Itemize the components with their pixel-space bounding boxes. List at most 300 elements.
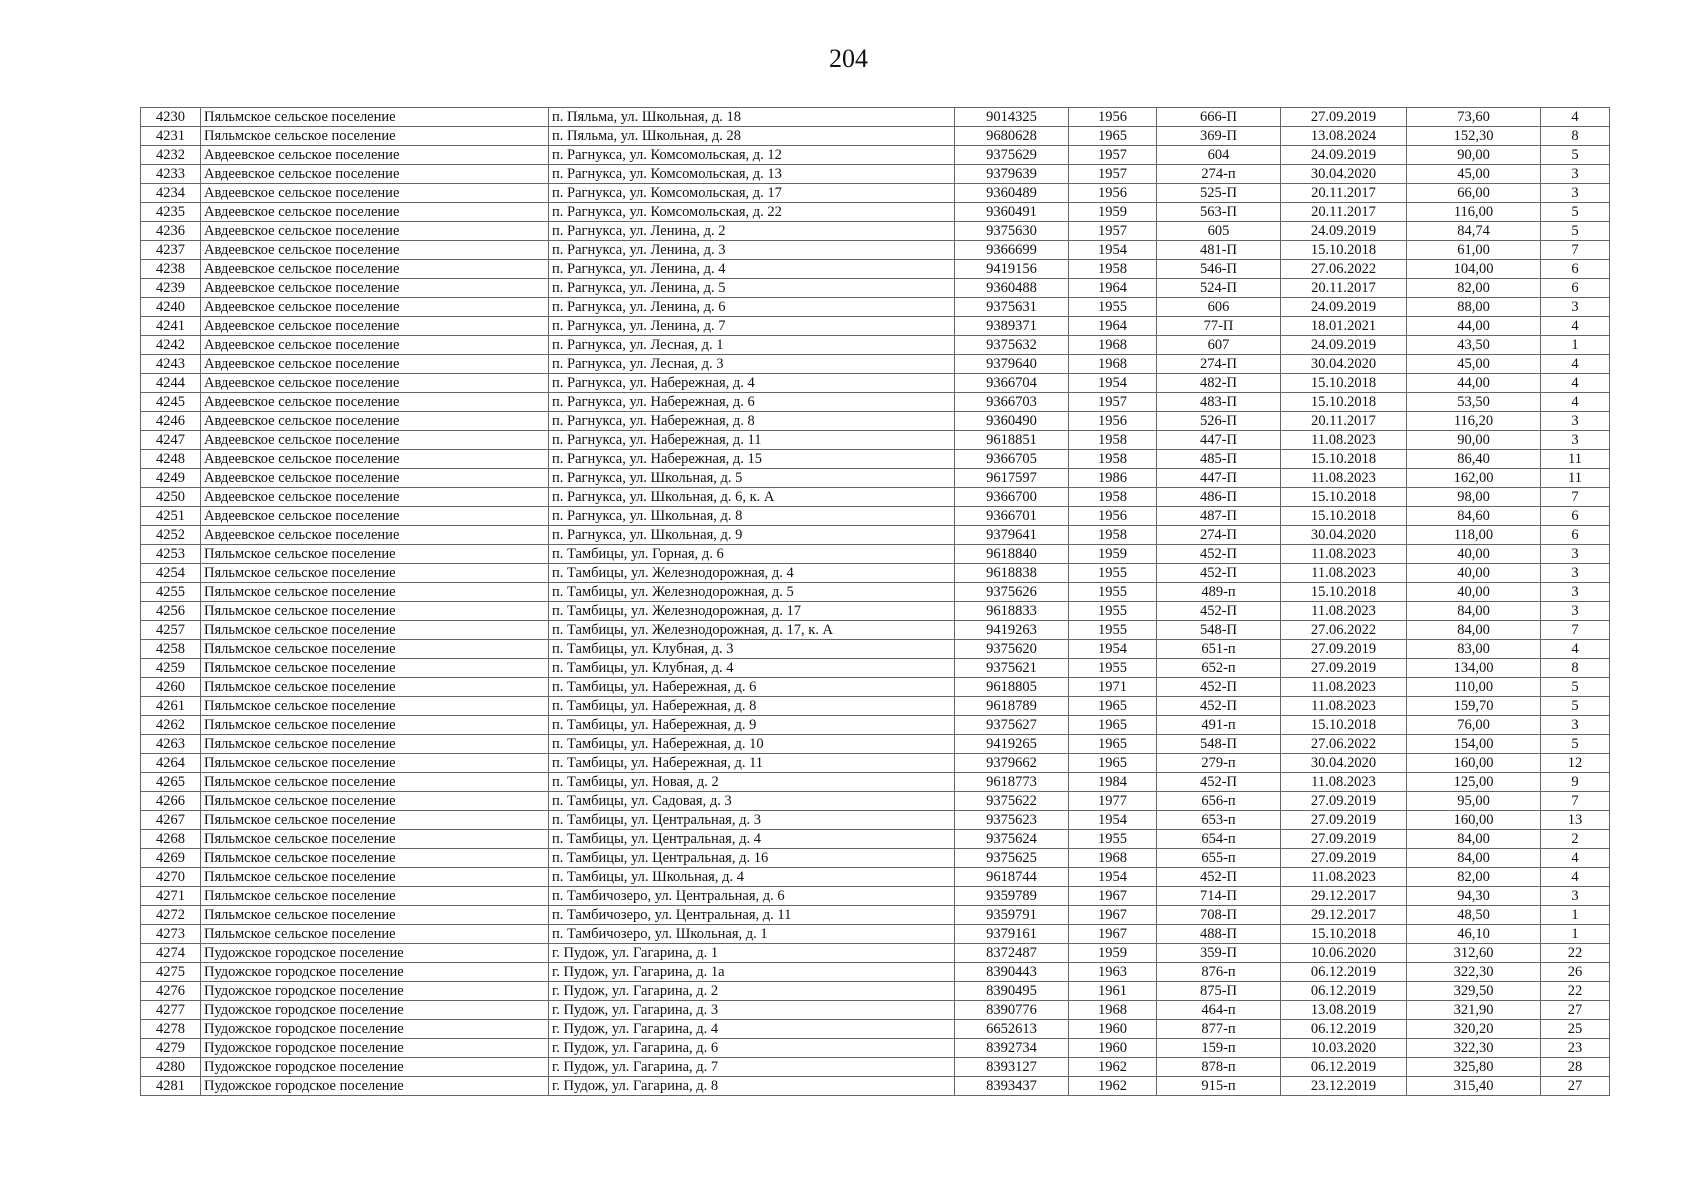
cadastral-id-cell: 9359789 [955,887,1069,906]
build-year-cell: 1960 [1069,1039,1157,1058]
settlement-name-cell: Пудожское городское поселение [201,1039,549,1058]
decree-date-cell: 30.04.2020 [1281,165,1407,184]
build-year-cell: 1956 [1069,108,1157,127]
table-row [141,811,1610,830]
decree-number-cell: 489-п [1157,583,1281,602]
record-number-cell: 4235 [141,203,201,222]
area-cell: 46,10 [1407,925,1541,944]
address-cell: п. Тамбицы, ул. Набережная, д. 10 [549,735,955,754]
build-year-cell: 1958 [1069,488,1157,507]
residents-count-cell: 22 [1541,982,1610,1001]
decree-date-cell: 30.04.2020 [1281,526,1407,545]
table-row [141,735,1610,754]
residents-count-cell: 3 [1541,602,1610,621]
residents-count-cell: 4 [1541,868,1610,887]
area-cell: 73,60 [1407,108,1541,127]
build-year-cell: 1956 [1069,507,1157,526]
cadastral-id-cell: 6652613 [955,1020,1069,1039]
area-cell: 312,60 [1407,944,1541,963]
decree-number-cell: 605 [1157,222,1281,241]
table-row [141,925,1610,944]
address-cell: п. Рагнукса, ул. Комсомольская, д. 12 [549,146,955,165]
cadastral-id-cell: 9375626 [955,583,1069,602]
cadastral-id-cell: 9366700 [955,488,1069,507]
settlement-name-cell: Пяльмское сельское поселение [201,583,549,602]
cadastral-id-cell: 9360488 [955,279,1069,298]
area-cell: 40,00 [1407,583,1541,602]
decree-date-cell: 15.10.2018 [1281,716,1407,735]
address-cell: г. Пудож, ул. Гагарина, д. 7 [549,1058,955,1077]
record-number-cell: 4238 [141,260,201,279]
decree-number-cell: 274-п [1157,165,1281,184]
residents-count-cell: 9 [1541,773,1610,792]
decree-number-cell: 483-П [1157,393,1281,412]
table-row [141,678,1610,697]
area-cell: 82,00 [1407,868,1541,887]
build-year-cell: 1965 [1069,754,1157,773]
settlement-name-cell: Пяльмское сельское поселение [201,564,549,583]
table-row [141,944,1610,963]
cadastral-id-cell: 9366705 [955,450,1069,469]
residents-count-cell: 11 [1541,450,1610,469]
decree-number-cell: 369-П [1157,127,1281,146]
build-year-cell: 1954 [1069,241,1157,260]
residents-count-cell: 6 [1541,507,1610,526]
area-cell: 44,00 [1407,317,1541,336]
area-cell: 95,00 [1407,792,1541,811]
settlement-name-cell: Авдеевское сельское поселение [201,450,549,469]
table-row [141,127,1610,146]
cadastral-id-cell: 9618789 [955,697,1069,716]
settlement-name-cell: Авдеевское сельское поселение [201,165,549,184]
cadastral-id-cell: 8393127 [955,1058,1069,1077]
residents-count-cell: 27 [1541,1001,1610,1020]
table-row [141,830,1610,849]
decree-date-cell: 27.06.2022 [1281,260,1407,279]
record-number-cell: 4270 [141,868,201,887]
record-number-cell: 4233 [141,165,201,184]
decree-number-cell: 447-П [1157,469,1281,488]
build-year-cell: 1955 [1069,583,1157,602]
record-number-cell: 4278 [141,1020,201,1039]
table-row [141,887,1610,906]
address-cell: п. Тамбицы, ул. Железнодорожная, д. 4 [549,564,955,583]
area-cell: 160,00 [1407,754,1541,773]
decree-date-cell: 06.12.2019 [1281,982,1407,1001]
build-year-cell: 1967 [1069,925,1157,944]
build-year-cell: 1954 [1069,868,1157,887]
address-cell: г. Пудож, ул. Гагарина, д. 8 [549,1077,955,1096]
table-row [141,1001,1610,1020]
settlement-name-cell: Пяльмское сельское поселение [201,108,549,127]
record-number-cell: 4240 [141,298,201,317]
table-row [141,773,1610,792]
cadastral-id-cell: 8393437 [955,1077,1069,1096]
record-number-cell: 4281 [141,1077,201,1096]
area-cell: 90,00 [1407,146,1541,165]
residents-count-cell: 7 [1541,792,1610,811]
decree-date-cell: 23.12.2019 [1281,1077,1407,1096]
table-row [141,621,1610,640]
area-cell: 125,00 [1407,773,1541,792]
cadastral-id-cell: 9618805 [955,678,1069,697]
table-row [141,526,1610,545]
residents-count-cell: 23 [1541,1039,1610,1058]
residents-count-cell: 6 [1541,260,1610,279]
decree-date-cell: 15.10.2018 [1281,393,1407,412]
settlement-name-cell: Пяльмское сельское поселение [201,792,549,811]
decree-date-cell: 27.06.2022 [1281,735,1407,754]
residents-count-cell: 1 [1541,925,1610,944]
address-cell: п. Рагнукса, ул. Школьная, д. 5 [549,469,955,488]
settlement-name-cell: Пудожское городское поселение [201,1058,549,1077]
table-row [141,165,1610,184]
record-number-cell: 4258 [141,640,201,659]
build-year-cell: 1986 [1069,469,1157,488]
address-cell: п. Пяльма, ул. Школьная, д. 18 [549,108,955,127]
cadastral-id-cell: 9375620 [955,640,1069,659]
table-row [141,982,1610,1001]
cadastral-id-cell: 9014325 [955,108,1069,127]
decree-number-cell: 877-п [1157,1020,1281,1039]
settlement-name-cell: Авдеевское сельское поселение [201,317,549,336]
settlement-name-cell: Пяльмское сельское поселение [201,545,549,564]
decree-number-cell: 651-п [1157,640,1281,659]
build-year-cell: 1965 [1069,697,1157,716]
settlement-name-cell: Пяльмское сельское поселение [201,621,549,640]
settlement-name-cell: Пудожское городское поселение [201,963,549,982]
decree-number-cell: 875-П [1157,982,1281,1001]
address-cell: г. Пудож, ул. Гагарина, д. 1 [549,944,955,963]
table-row [141,108,1610,127]
area-cell: 315,40 [1407,1077,1541,1096]
decree-date-cell: 20.11.2017 [1281,279,1407,298]
address-cell: п. Тамбичозеро, ул. Центральная, д. 6 [549,887,955,906]
record-number-cell: 4261 [141,697,201,716]
area-cell: 110,00 [1407,678,1541,697]
build-year-cell: 1959 [1069,203,1157,222]
settlement-name-cell: Авдеевское сельское поселение [201,507,549,526]
decree-date-cell: 24.09.2019 [1281,222,1407,241]
record-number-cell: 4244 [141,374,201,393]
decree-date-cell: 27.09.2019 [1281,849,1407,868]
settlement-name-cell: Пяльмское сельское поселение [201,754,549,773]
residents-count-cell: 4 [1541,355,1610,374]
address-cell: г. Пудож, ул. Гагарина, д. 2 [549,982,955,1001]
decree-number-cell: 447-П [1157,431,1281,450]
decree-number-cell: 279-п [1157,754,1281,773]
cadastral-id-cell: 9366703 [955,393,1069,412]
address-cell: п. Рагнукса, ул. Ленина, д. 6 [549,298,955,317]
address-cell: п. Пяльма, ул. Школьная, д. 28 [549,127,955,146]
decree-number-cell: 652-п [1157,659,1281,678]
cadastral-id-cell: 8390443 [955,963,1069,982]
table-row [141,203,1610,222]
decree-number-cell: 915-п [1157,1077,1281,1096]
residents-count-cell: 1 [1541,336,1610,355]
decree-number-cell: 525-П [1157,184,1281,203]
residents-count-cell: 12 [1541,754,1610,773]
address-cell: п. Тамбицы, ул. Центральная, д. 3 [549,811,955,830]
decree-date-cell: 13.08.2019 [1281,1001,1407,1020]
table-row [141,469,1610,488]
table-row [141,184,1610,203]
cadastral-id-cell: 9618773 [955,773,1069,792]
table-row [141,146,1610,165]
settlement-name-cell: Авдеевское сельское поселение [201,260,549,279]
record-number-cell: 4275 [141,963,201,982]
address-cell: п. Рагнукса, ул. Ленина, д. 3 [549,241,955,260]
residents-count-cell: 3 [1541,412,1610,431]
decree-number-cell: 654-п [1157,830,1281,849]
address-cell: п. Рагнукса, ул. Набережная, д. 11 [549,431,955,450]
build-year-cell: 1968 [1069,1001,1157,1020]
residents-count-cell: 4 [1541,108,1610,127]
address-cell: г. Пудож, ул. Гагарина, д. 6 [549,1039,955,1058]
build-year-cell: 1977 [1069,792,1157,811]
address-cell: п. Тамбицы, ул. Железнодорожная, д. 17, к. А [549,621,955,640]
area-cell: 86,40 [1407,450,1541,469]
register-table [140,107,1610,1096]
table-row [141,868,1610,887]
address-cell: п. Тамбицы, ул. Набережная, д. 9 [549,716,955,735]
record-number-cell: 4257 [141,621,201,640]
address-cell: п. Рагнукса, ул. Школьная, д. 8 [549,507,955,526]
table-row [141,545,1610,564]
record-number-cell: 4272 [141,906,201,925]
build-year-cell: 1957 [1069,393,1157,412]
cadastral-id-cell: 8392734 [955,1039,1069,1058]
table-row [141,697,1610,716]
decree-number-cell: 159-п [1157,1039,1281,1058]
address-cell: п. Рагнукса, ул. Школьная, д. 6, к. А [549,488,955,507]
residents-count-cell: 26 [1541,963,1610,982]
residents-count-cell: 28 [1541,1058,1610,1077]
cadastral-id-cell: 9379641 [955,526,1069,545]
decree-number-cell: 666-П [1157,108,1281,127]
residents-count-cell: 2 [1541,830,1610,849]
decree-number-cell: 464-п [1157,1001,1281,1020]
record-number-cell: 4256 [141,602,201,621]
settlement-name-cell: Пяльмское сельское поселение [201,830,549,849]
build-year-cell: 1955 [1069,298,1157,317]
build-year-cell: 1956 [1069,412,1157,431]
decree-date-cell: 06.12.2019 [1281,963,1407,982]
record-number-cell: 4265 [141,773,201,792]
settlement-name-cell: Авдеевское сельское поселение [201,146,549,165]
decree-number-cell: 655-п [1157,849,1281,868]
table-row [141,374,1610,393]
build-year-cell: 1954 [1069,640,1157,659]
decree-number-cell: 452-П [1157,545,1281,564]
table-row [141,849,1610,868]
settlement-name-cell: Пяльмское сельское поселение [201,849,549,868]
table-row [141,298,1610,317]
table-row [141,583,1610,602]
area-cell: 118,00 [1407,526,1541,545]
residents-count-cell: 5 [1541,203,1610,222]
decree-date-cell: 15.10.2018 [1281,450,1407,469]
settlement-name-cell: Авдеевское сельское поселение [201,203,549,222]
decree-number-cell: 876-п [1157,963,1281,982]
table-row [141,222,1610,241]
area-cell: 322,30 [1407,1039,1541,1058]
area-cell: 82,00 [1407,279,1541,298]
settlement-name-cell: Авдеевское сельское поселение [201,298,549,317]
table-row [141,431,1610,450]
table-row [141,906,1610,925]
area-cell: 84,00 [1407,830,1541,849]
residents-count-cell: 3 [1541,298,1610,317]
settlement-name-cell: Пудожское городское поселение [201,982,549,1001]
decree-date-cell: 15.10.2018 [1281,925,1407,944]
build-year-cell: 1965 [1069,127,1157,146]
build-year-cell: 1960 [1069,1020,1157,1039]
build-year-cell: 1957 [1069,222,1157,241]
decree-number-cell: 485-П [1157,450,1281,469]
decree-date-cell: 13.08.2024 [1281,127,1407,146]
residents-count-cell: 8 [1541,659,1610,678]
area-cell: 40,00 [1407,545,1541,564]
record-number-cell: 4231 [141,127,201,146]
address-cell: п. Рагнукса, ул. Ленина, д. 7 [549,317,955,336]
build-year-cell: 1955 [1069,621,1157,640]
build-year-cell: 1961 [1069,982,1157,1001]
table-row [141,754,1610,773]
address-cell: п. Тамбицы, ул. Новая, д. 2 [549,773,955,792]
decree-number-cell: 452-П [1157,697,1281,716]
residents-count-cell: 5 [1541,697,1610,716]
decree-number-cell: 563-П [1157,203,1281,222]
residents-count-cell: 3 [1541,165,1610,184]
area-cell: 83,00 [1407,640,1541,659]
register-table-body [141,108,1610,1096]
area-cell: 90,00 [1407,431,1541,450]
table-row [141,507,1610,526]
settlement-name-cell: Пяльмское сельское поселение [201,640,549,659]
area-cell: 152,30 [1407,127,1541,146]
build-year-cell: 1971 [1069,678,1157,697]
record-number-cell: 4267 [141,811,201,830]
residents-count-cell: 27 [1541,1077,1610,1096]
address-cell: п. Тамбицы, ул. Центральная, д. 4 [549,830,955,849]
table-row [141,716,1610,735]
cadastral-id-cell: 9389371 [955,317,1069,336]
cadastral-id-cell: 9419263 [955,621,1069,640]
build-year-cell: 1965 [1069,735,1157,754]
address-cell: п. Рагнукса, ул. Лесная, д. 1 [549,336,955,355]
cadastral-id-cell: 9375621 [955,659,1069,678]
area-cell: 84,00 [1407,602,1541,621]
settlement-name-cell: Пяльмское сельское поселение [201,868,549,887]
area-cell: 45,00 [1407,165,1541,184]
area-cell: 329,50 [1407,982,1541,1001]
area-cell: 98,00 [1407,488,1541,507]
decree-date-cell: 24.09.2019 [1281,298,1407,317]
settlement-name-cell: Пяльмское сельское поселение [201,602,549,621]
record-number-cell: 4255 [141,583,201,602]
decree-date-cell: 29.12.2017 [1281,906,1407,925]
record-number-cell: 4266 [141,792,201,811]
record-number-cell: 4263 [141,735,201,754]
settlement-name-cell: Пяльмское сельское поселение [201,678,549,697]
area-cell: 160,00 [1407,811,1541,830]
residents-count-cell: 4 [1541,640,1610,659]
build-year-cell: 1958 [1069,450,1157,469]
address-cell: п. Рагнукса, ул. Комсомольская, д. 22 [549,203,955,222]
build-year-cell: 1967 [1069,906,1157,925]
cadastral-id-cell: 8372487 [955,944,1069,963]
address-cell: п. Тамбицы, ул. Клубная, д. 4 [549,659,955,678]
decree-number-cell: 714-П [1157,887,1281,906]
record-number-cell: 4262 [141,716,201,735]
area-cell: 325,80 [1407,1058,1541,1077]
residents-count-cell: 8 [1541,127,1610,146]
build-year-cell: 1967 [1069,887,1157,906]
area-cell: 116,00 [1407,203,1541,222]
decree-date-cell: 11.08.2023 [1281,469,1407,488]
settlement-name-cell: Авдеевское сельское поселение [201,488,549,507]
decree-number-cell: 359-П [1157,944,1281,963]
decree-date-cell: 11.08.2023 [1281,431,1407,450]
build-year-cell: 1955 [1069,830,1157,849]
table-row [141,450,1610,469]
decree-date-cell: 27.09.2019 [1281,811,1407,830]
address-cell: п. Тамбицы, ул. Садовая, д. 3 [549,792,955,811]
record-number-cell: 4250 [141,488,201,507]
settlement-name-cell: Пудожское городское поселение [201,1077,549,1096]
area-cell: 320,20 [1407,1020,1541,1039]
settlement-name-cell: Пяльмское сельское поселение [201,925,549,944]
record-number-cell: 4234 [141,184,201,203]
area-cell: 321,90 [1407,1001,1541,1020]
decree-number-cell: 653-п [1157,811,1281,830]
decree-number-cell: 656-п [1157,792,1281,811]
residents-count-cell: 1 [1541,906,1610,925]
decree-number-cell: 606 [1157,298,1281,317]
build-year-cell: 1959 [1069,545,1157,564]
record-number-cell: 4277 [141,1001,201,1020]
decree-date-cell: 06.12.2019 [1281,1058,1407,1077]
build-year-cell: 1957 [1069,165,1157,184]
cadastral-id-cell: 9618838 [955,564,1069,583]
decree-date-cell: 15.10.2018 [1281,374,1407,393]
table-row [141,241,1610,260]
residents-count-cell: 3 [1541,564,1610,583]
address-cell: п. Рагнукса, ул. Набережная, д. 15 [549,450,955,469]
cadastral-id-cell: 9618744 [955,868,1069,887]
address-cell: п. Тамбицы, ул. Железнодорожная, д. 5 [549,583,955,602]
decree-number-cell: 488-П [1157,925,1281,944]
cadastral-id-cell: 9419156 [955,260,1069,279]
settlement-name-cell: Авдеевское сельское поселение [201,526,549,545]
build-year-cell: 1958 [1069,260,1157,279]
area-cell: 84,60 [1407,507,1541,526]
address-cell: п. Рагнукса, ул. Набережная, д. 8 [549,412,955,431]
decree-date-cell: 24.09.2019 [1281,146,1407,165]
record-number-cell: 4268 [141,830,201,849]
address-cell: п. Тамбицы, ул. Центральная, д. 16 [549,849,955,868]
cadastral-id-cell: 9375624 [955,830,1069,849]
residents-count-cell: 3 [1541,431,1610,450]
decree-number-cell: 452-П [1157,773,1281,792]
decree-number-cell: 486-П [1157,488,1281,507]
build-year-cell: 1954 [1069,374,1157,393]
record-number-cell: 4243 [141,355,201,374]
cadastral-id-cell: 9360490 [955,412,1069,431]
settlement-name-cell: Пяльмское сельское поселение [201,811,549,830]
cadastral-id-cell: 9379662 [955,754,1069,773]
